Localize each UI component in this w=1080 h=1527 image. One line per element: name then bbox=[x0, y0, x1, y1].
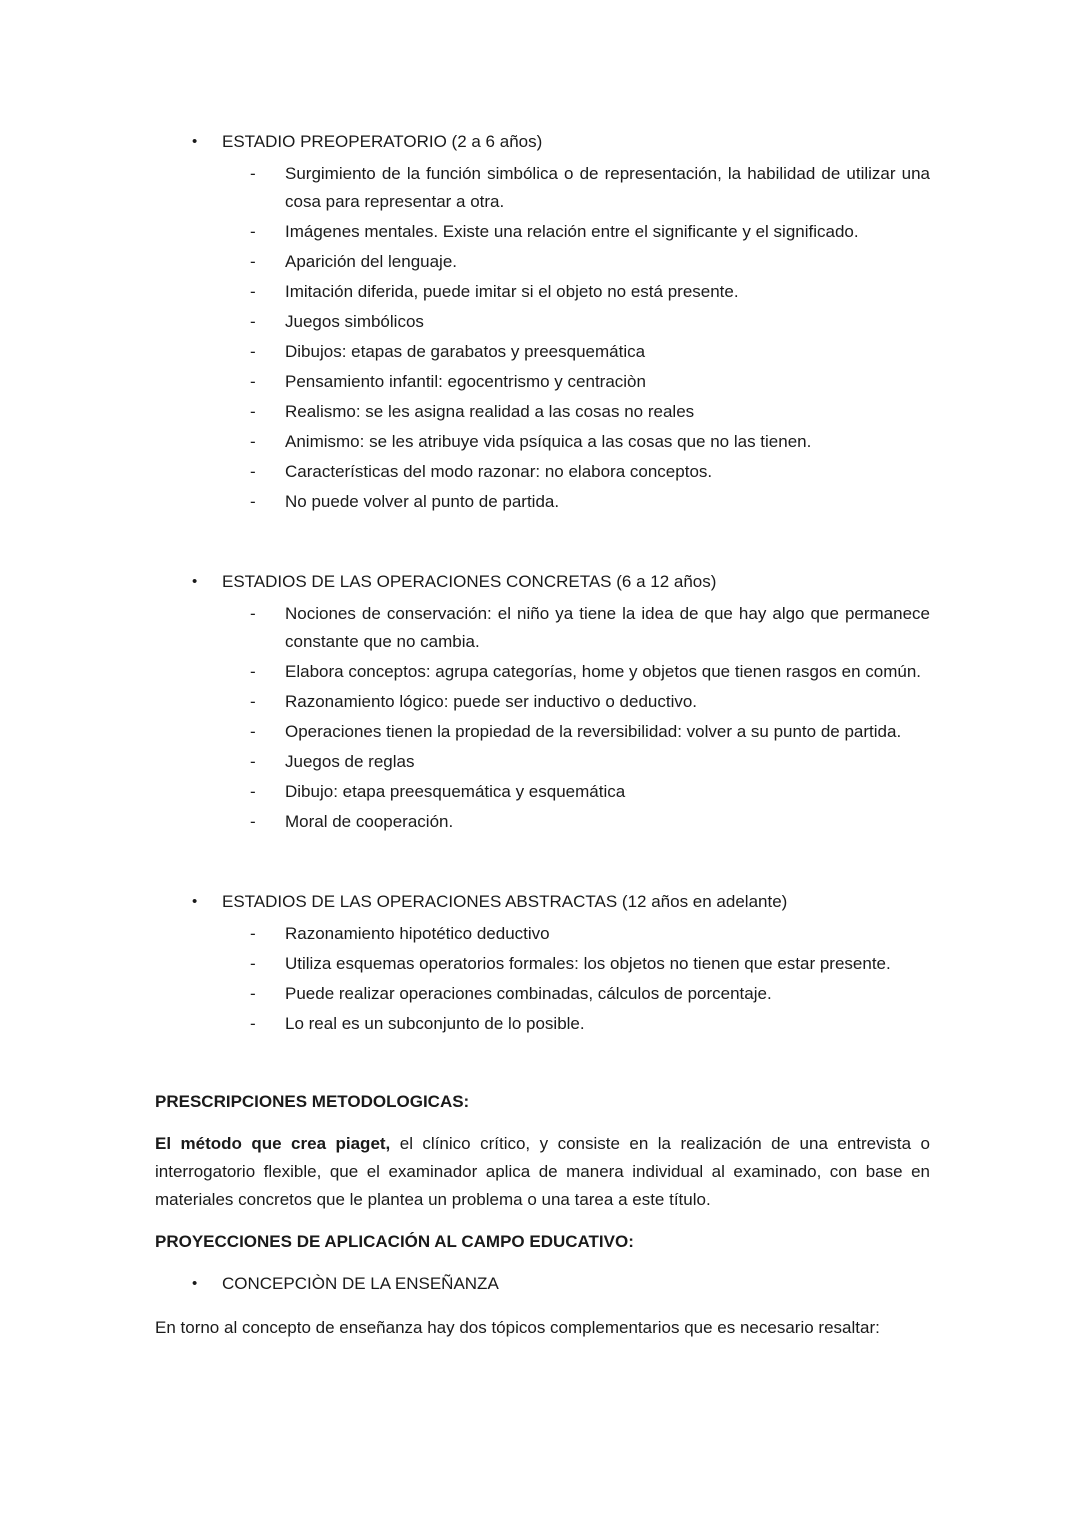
dash-marker: - bbox=[250, 402, 256, 421]
list-item-text: Dibujo: etapa preesquemática y esquemática bbox=[285, 782, 626, 801]
section-title: ESTADIOS DE LAS OPERACIONES CONCRETAS (6 a 12 años) bbox=[222, 572, 717, 591]
list-item-text: No puede volver al punto de partida. bbox=[285, 492, 560, 511]
list-item-text: Aparición del lenguaje. bbox=[285, 252, 458, 271]
dash-marker: - bbox=[250, 782, 256, 801]
dash-marker: - bbox=[250, 432, 256, 451]
bullet-marker: • bbox=[192, 133, 198, 150]
section-title: ESTADIO PREOPERATORIO (2 a 6 años) bbox=[222, 132, 543, 151]
bullet-heading bbox=[155, 888, 930, 916]
dash-marker: - bbox=[250, 312, 256, 331]
dash-marker: - bbox=[250, 954, 256, 973]
list-item-text: Imágenes mentales. Existe una relación entre el significante y el significado. bbox=[285, 222, 859, 241]
dash-marker: - bbox=[250, 984, 256, 1003]
list-item-text: Nociones de conservación: el niño ya tiene la idea de que hay algo que permanece constante que no cambia. bbox=[285, 604, 930, 651]
section-operaciones-concretas bbox=[155, 568, 930, 836]
list-item bbox=[155, 278, 930, 306]
bullet-marker: • bbox=[192, 573, 198, 590]
dash-marker: - bbox=[250, 342, 256, 361]
list-item bbox=[155, 950, 930, 978]
dash-marker: - bbox=[250, 1014, 256, 1033]
dash-marker: - bbox=[250, 752, 256, 771]
list-item bbox=[155, 248, 930, 276]
dash-marker: - bbox=[250, 662, 256, 681]
bullet-marker: • bbox=[192, 1275, 198, 1292]
list-item-text: Razonamiento lógico: puede ser inductivo o deductivo. bbox=[285, 692, 698, 711]
list-item bbox=[155, 748, 930, 776]
dash-marker: - bbox=[250, 924, 256, 943]
list-item bbox=[155, 428, 930, 456]
list-item bbox=[155, 980, 930, 1008]
list-item bbox=[155, 160, 930, 216]
section-items bbox=[155, 600, 930, 836]
paragraph-metodo bbox=[155, 1130, 930, 1214]
heading-prescripciones-metodologicas: PRESCRIPCIONES METODOLOGICAS: bbox=[155, 1092, 470, 1111]
heading-proyecciones-aplicacion: PROYECCIONES DE APLICACIÓN AL CAMPO EDUCATIVO: bbox=[155, 1232, 634, 1251]
list-item-text: Características del modo razonar: no elabora conceptos. bbox=[285, 462, 713, 481]
bullet-text: CONCEPCIÒN DE LA ENSEÑANZA bbox=[222, 1274, 499, 1293]
list-item-text: Dibujos: etapas de garabatos y preesquemática bbox=[285, 342, 646, 361]
section-title: ESTADIOS DE LAS OPERACIONES ABSTRACTAS (12 años en adelante) bbox=[222, 892, 788, 911]
list-item-text: Utiliza esquemas operatorios formales: los objetos no tienen que estar presente. bbox=[285, 954, 891, 973]
list-item bbox=[155, 658, 930, 686]
list-item-text: Elabora conceptos: agrupa categorías, home y objetos que tienen rasgos en común. bbox=[285, 662, 922, 681]
list-item bbox=[155, 1010, 930, 1038]
list-item-text: Animismo: se les atribuye vida psíquica a las cosas que no las tienen. bbox=[285, 432, 812, 451]
list-item-text: Moral de cooperación. bbox=[285, 812, 454, 831]
dash-marker: - bbox=[250, 692, 256, 711]
bullet-heading bbox=[155, 128, 930, 156]
dash-marker: - bbox=[250, 604, 256, 623]
list-item-text: Imitación diferida, puede imitar si el objeto no está presente. bbox=[285, 282, 739, 301]
paragraph-metodo-rest: el clínico crítico, y consiste en la realización de una entrevista o interrogatorio flexible, que el examinador aplica de manera individual al examinado, con base en materiales concretos que le plantea un problema o una tarea a este título. bbox=[155, 1134, 930, 1209]
list-item-text: Surgimiento de la función simbólica o de representación, la habilidad de utilizar una cosa para representar a otra. bbox=[285, 164, 930, 211]
list-item bbox=[155, 458, 930, 486]
dash-marker: - bbox=[250, 462, 256, 481]
list-item bbox=[155, 308, 930, 336]
dash-marker: - bbox=[250, 252, 256, 271]
list-item bbox=[155, 338, 930, 366]
list-item bbox=[155, 718, 930, 746]
list-item-text: Lo real es un subconjunto de lo posible. bbox=[285, 1014, 585, 1033]
bullet-marker: • bbox=[192, 893, 198, 910]
list-item bbox=[155, 688, 930, 716]
section-items bbox=[155, 920, 930, 1038]
list-item bbox=[155, 778, 930, 806]
list-item-text: Operaciones tienen la propiedad de la reversibilidad: volver a su punto de partida. bbox=[285, 722, 902, 741]
list-item bbox=[155, 398, 930, 426]
list-item bbox=[155, 488, 930, 516]
list-item-text: Realismo: se les asigna realidad a las cosas no reales bbox=[285, 402, 695, 421]
dash-marker: - bbox=[250, 222, 256, 241]
list-item bbox=[155, 920, 930, 948]
section-operaciones-abstractas bbox=[155, 888, 930, 1038]
dash-marker: - bbox=[250, 492, 256, 511]
bullet-concepcion-ensenanza bbox=[155, 1270, 930, 1298]
list-item-text: Puede realizar operaciones combinadas, cálculos de porcentaje. bbox=[285, 984, 772, 1003]
list-item-text: Juegos de reglas bbox=[285, 752, 415, 771]
paragraph-metodo-bold-lead: El método que crea piaget, bbox=[155, 1134, 391, 1153]
list-item-text: Razonamiento hipotético deductivo bbox=[285, 924, 550, 943]
list-item bbox=[155, 600, 930, 656]
list-item bbox=[155, 808, 930, 836]
list-item-text: Juegos simbólicos bbox=[285, 312, 424, 331]
paragraph-en-torno: En torno al concepto de enseñanza hay dos tópicos complementarios que es necesario resaltar: bbox=[155, 1318, 880, 1337]
list-item bbox=[155, 218, 930, 246]
list-item bbox=[155, 368, 930, 396]
dash-marker: - bbox=[250, 282, 256, 301]
section-estadio-preoperatorio bbox=[155, 128, 930, 516]
section-items bbox=[155, 160, 930, 516]
dash-marker: - bbox=[250, 164, 256, 183]
dash-marker: - bbox=[250, 722, 256, 741]
dash-marker: - bbox=[250, 372, 256, 391]
dash-marker: - bbox=[250, 812, 256, 831]
bullet-heading bbox=[155, 568, 930, 596]
list-item-text: Pensamiento infantil: egocentrismo y centraciòn bbox=[285, 372, 646, 391]
